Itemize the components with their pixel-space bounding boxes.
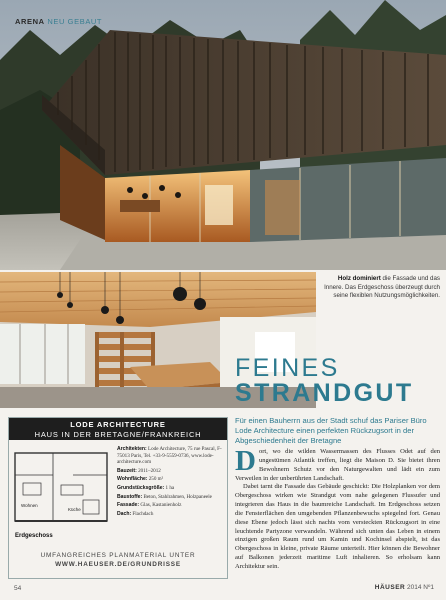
fact-row: Bauzeit: 2011–2012: [117, 467, 161, 474]
section-label: ARENA: [15, 17, 45, 26]
fact-row: Dach: Flachdach: [117, 511, 154, 518]
project-header: [9, 418, 227, 440]
fact-row: Grundstücksgröße: 1 ha: [117, 485, 175, 492]
plan-room-kueche: Küche: [68, 507, 81, 512]
magazine-title: HÄUSER: [374, 584, 406, 591]
plan-note: UMFANGREICHES PLANMATERIAL UNTER: [40, 552, 196, 559]
fact-row: Architekten: Lode Architecture, 75 rue Pascal, F-75013 Paris, Tel. +33-9-5559-0736, www.lode-architecture.com: [117, 446, 222, 465]
hero-photo: [0, 0, 446, 270]
floor-plan: [13, 445, 111, 545]
magazine-name: [375, 584, 434, 591]
plan-url[interactable]: WWW.HAEUSER.DE/GRUNDRISSE: [55, 560, 181, 568]
project-footer: [9, 552, 227, 569]
body-paragraph-1: ort, wo die wilden Wassermassen des Flusses Odet auf den ungestümen Atlantik treffen, liegt die Maison D. Sie bietet ihren Bewohnern Schutz vor den Naturgewalten und lädt ein zum Verweilen in der unberührten Landschaft.: [235, 448, 440, 482]
project-subtitle: HAUS IN DER BRETAGNE/FRANKREICH: [34, 430, 202, 439]
fact-row: Fassade: Glas, Kastanienholz: [117, 502, 182, 509]
project-title: LODE ARCHITECTURE: [70, 420, 166, 429]
headline-line-1: FEINES: [235, 354, 340, 382]
caption-text: die Fassade und das Innere. Das Erdgeschoss überzeugt durch seine flexiblen Nutzungsmöglichkeiten.: [324, 275, 440, 300]
section-sub: NEU GEBAUT: [47, 17, 103, 26]
plan-room-wohnen: Wohnen: [21, 503, 38, 508]
project-info-box: [8, 417, 228, 579]
section-tag: [15, 17, 102, 26]
page-number: 54: [14, 585, 22, 592]
fact-row: Wohnfläche: 250 m²: [117, 476, 164, 483]
magazine-issue: 2014 Nº1: [405, 584, 434, 591]
caption-bold: Holz dominiert: [337, 275, 381, 282]
article-body: [235, 445, 440, 572]
article-intro: Für einen Bauherrn aus der Stadt schuf das Pariser Büro Lode Architecture einen perfekten Rückzugsort in der Abgeschiedenheit der Bretagne: [235, 416, 427, 446]
headline-line-2: STRANDGUT: [235, 379, 414, 407]
drop-cap: D: [235, 445, 256, 477]
plan-label: Erdgeschoss: [15, 533, 53, 539]
photo-caption: [322, 275, 440, 301]
fact-row: Baustoffe: Beton, Stahlrahmen, Holzpaneele: [117, 493, 212, 500]
project-facts: [117, 446, 225, 520]
article-headline: [235, 356, 414, 406]
body-paragraph-2: Dabei tarnt die Fassade das Gebäude geschickt: Die Holzplanken vor dem Obergeschoss wirken wie Strandgut vom nahe gelegenen Flussufer und integrieren das Haus in die baumreiche Landschaft. Im Erdgeschoss setzen die Fensterflächen den umgebenden Pflanzenbewuchs spiegelnd fort. Genau diese Ebene jedoch lässt sich nachts vom versteckten Rückzugsort in eine leuchtende Partyzone verwandeln. Während sich unten das Leben in einem einzigen großen Raum rund um Kamin und Kochinsel abspielt, ist das Obergeschoss in kleine, private Räume unterteilt. Hier können die Bewohner auf Balkonen jederzeit maritime Luft inhalieren. So erholsam kann Architektur sein.: [235, 483, 440, 570]
